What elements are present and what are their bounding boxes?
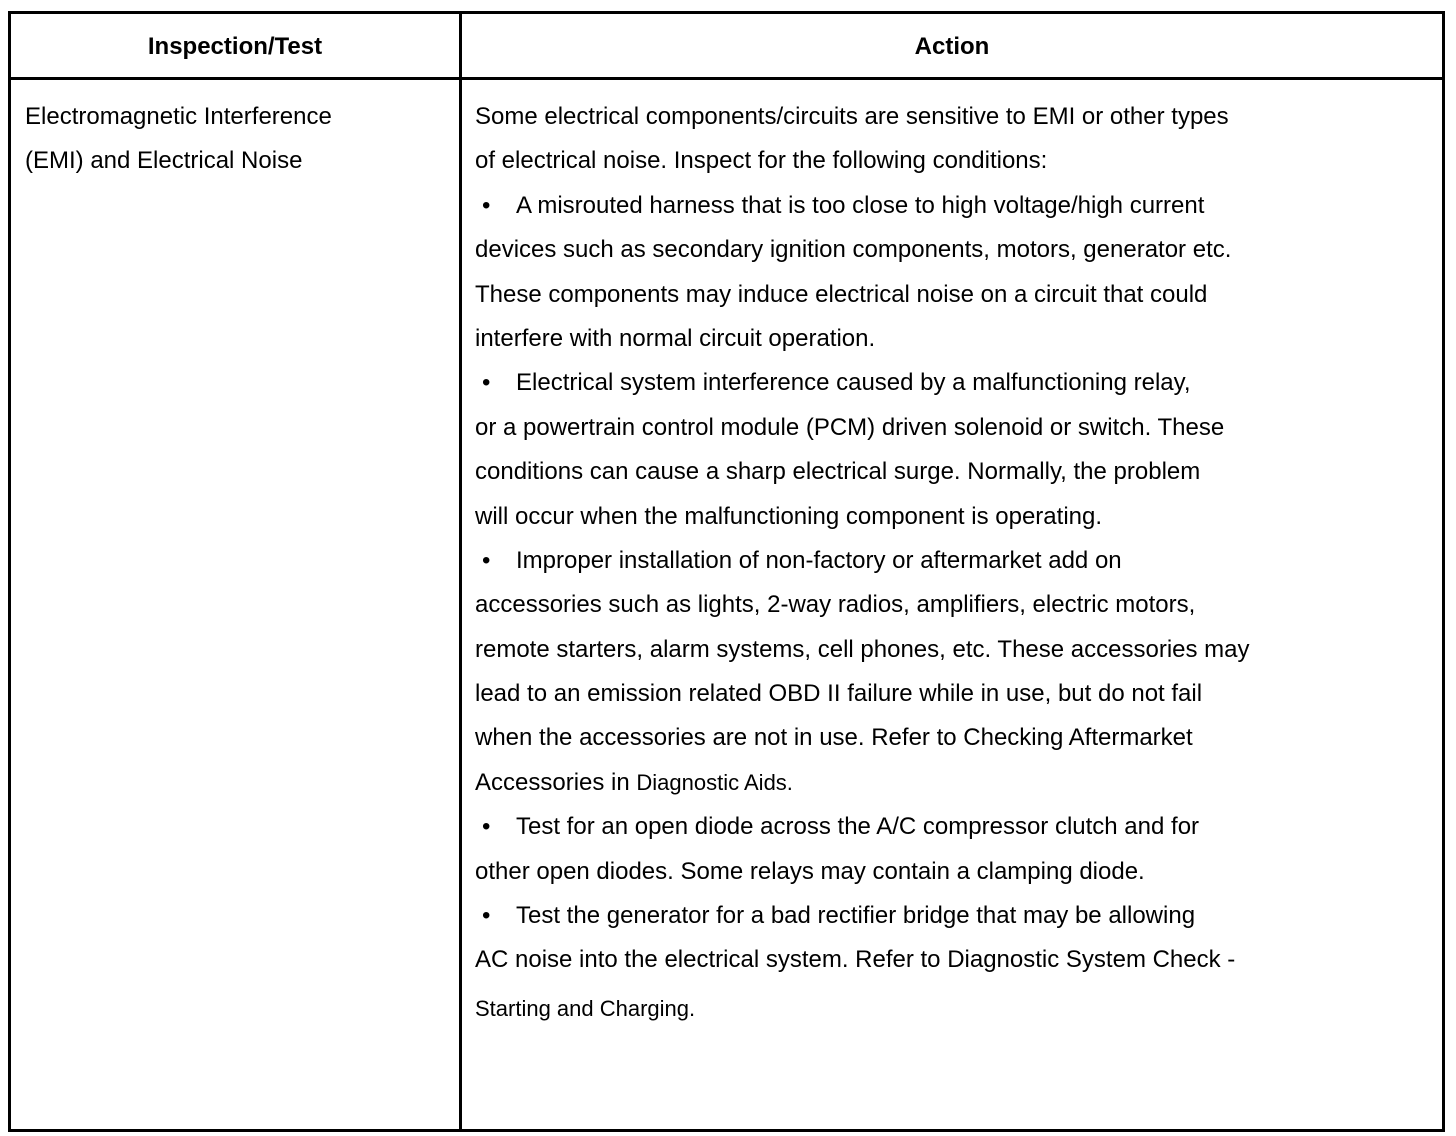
action-text: interfere with normal circuit operation. [475,324,876,352]
action-text: will occur when the malfunctioning component is operating. [475,502,1103,530]
action-text: devices such as secondary ignition components, motors, generator etc. [475,236,1232,264]
bullet-icon: • [482,546,491,574]
action-text: Electrical system interference caused by a malfunctioning relay, [516,369,1191,397]
action-text: Test for an open diode across the A/C compressor clutch and for [516,813,1200,841]
action-text-line [475,672,1435,716]
inspection-cell [25,95,445,184]
action-text: Test the generator for a bad rectifier bridge that may be allowing [516,902,1196,930]
action-text-line [475,761,1435,805]
bullet-list-item [475,805,1435,849]
action-text: lead to an emission related OBD II failure while in use, but do not fail [475,680,1203,708]
action-text: Improper installation of non-factory or aftermarket add on [516,546,1122,574]
action-text: when the accessories are not in use. Refer to Checking Aftermarket [475,724,1193,752]
action-text-line [475,95,1435,139]
action-text-line [475,716,1435,760]
header-action: Action [914,33,990,60]
action-text: Some electrical components/circuits are sensitive to EMI or other types [475,103,1229,130]
bullet-icon: • [482,369,491,397]
action-text-line [475,987,1435,1031]
action-text: AC noise into the electrical system. Refer to Diagnostic System Check - [475,946,1236,974]
action-text: of electrical noise. Inspect for the following conditions: [475,147,1048,175]
action-text-line [475,495,1435,539]
bullet-icon: • [482,813,491,841]
action-text-line [475,850,1435,894]
action-text: A misrouted harness that is too close to high voltage/high current [516,191,1205,219]
action-text: These components may induce electrical noise on a circuit that could [475,280,1208,308]
header-divider [11,77,1442,80]
action-text-line [475,583,1435,627]
action-text: other open diodes. Some relays may contain a clamping diode. [475,857,1145,885]
header-inspection-test: Inspection/Test [147,33,323,60]
inspection-table [8,11,1445,1132]
action-text-line [475,938,1435,982]
action-text: Accessories in [475,768,637,796]
action-text-line [475,273,1435,317]
action-cell [475,95,1435,1031]
action-text-line [475,406,1435,450]
action-text-line [475,139,1435,183]
reference-text: Diagnostic Aids. [636,769,793,795]
action-text-line [475,228,1435,272]
bullet-list-item [475,361,1435,405]
action-text-line [475,317,1435,361]
bullet-list-item [475,539,1435,583]
bullet-icon: • [482,902,491,930]
inspection-text-line: (EMI) and Electrical Noise [25,147,303,175]
action-text: or a powertrain control module (PCM) driven solenoid or switch. These [475,413,1225,441]
reference-text: Starting and Charging. [475,995,696,1021]
action-text-line [475,450,1435,494]
inspection-text-line: Electromagnetic Interference [25,103,332,130]
bullet-list-item [475,894,1435,938]
action-text: conditions can cause a sharp electrical surge. Normally, the problem [475,458,1201,486]
action-text: accessories such as lights, 2-way radios, amplifiers, electric motors, [475,591,1196,619]
bullet-list-item [475,184,1435,228]
bullet-icon: • [482,191,491,219]
action-text: remote starters, alarm systems, cell phones, etc. These accessories may [475,635,1250,663]
action-text-line [475,628,1435,672]
column-divider [459,14,462,1129]
